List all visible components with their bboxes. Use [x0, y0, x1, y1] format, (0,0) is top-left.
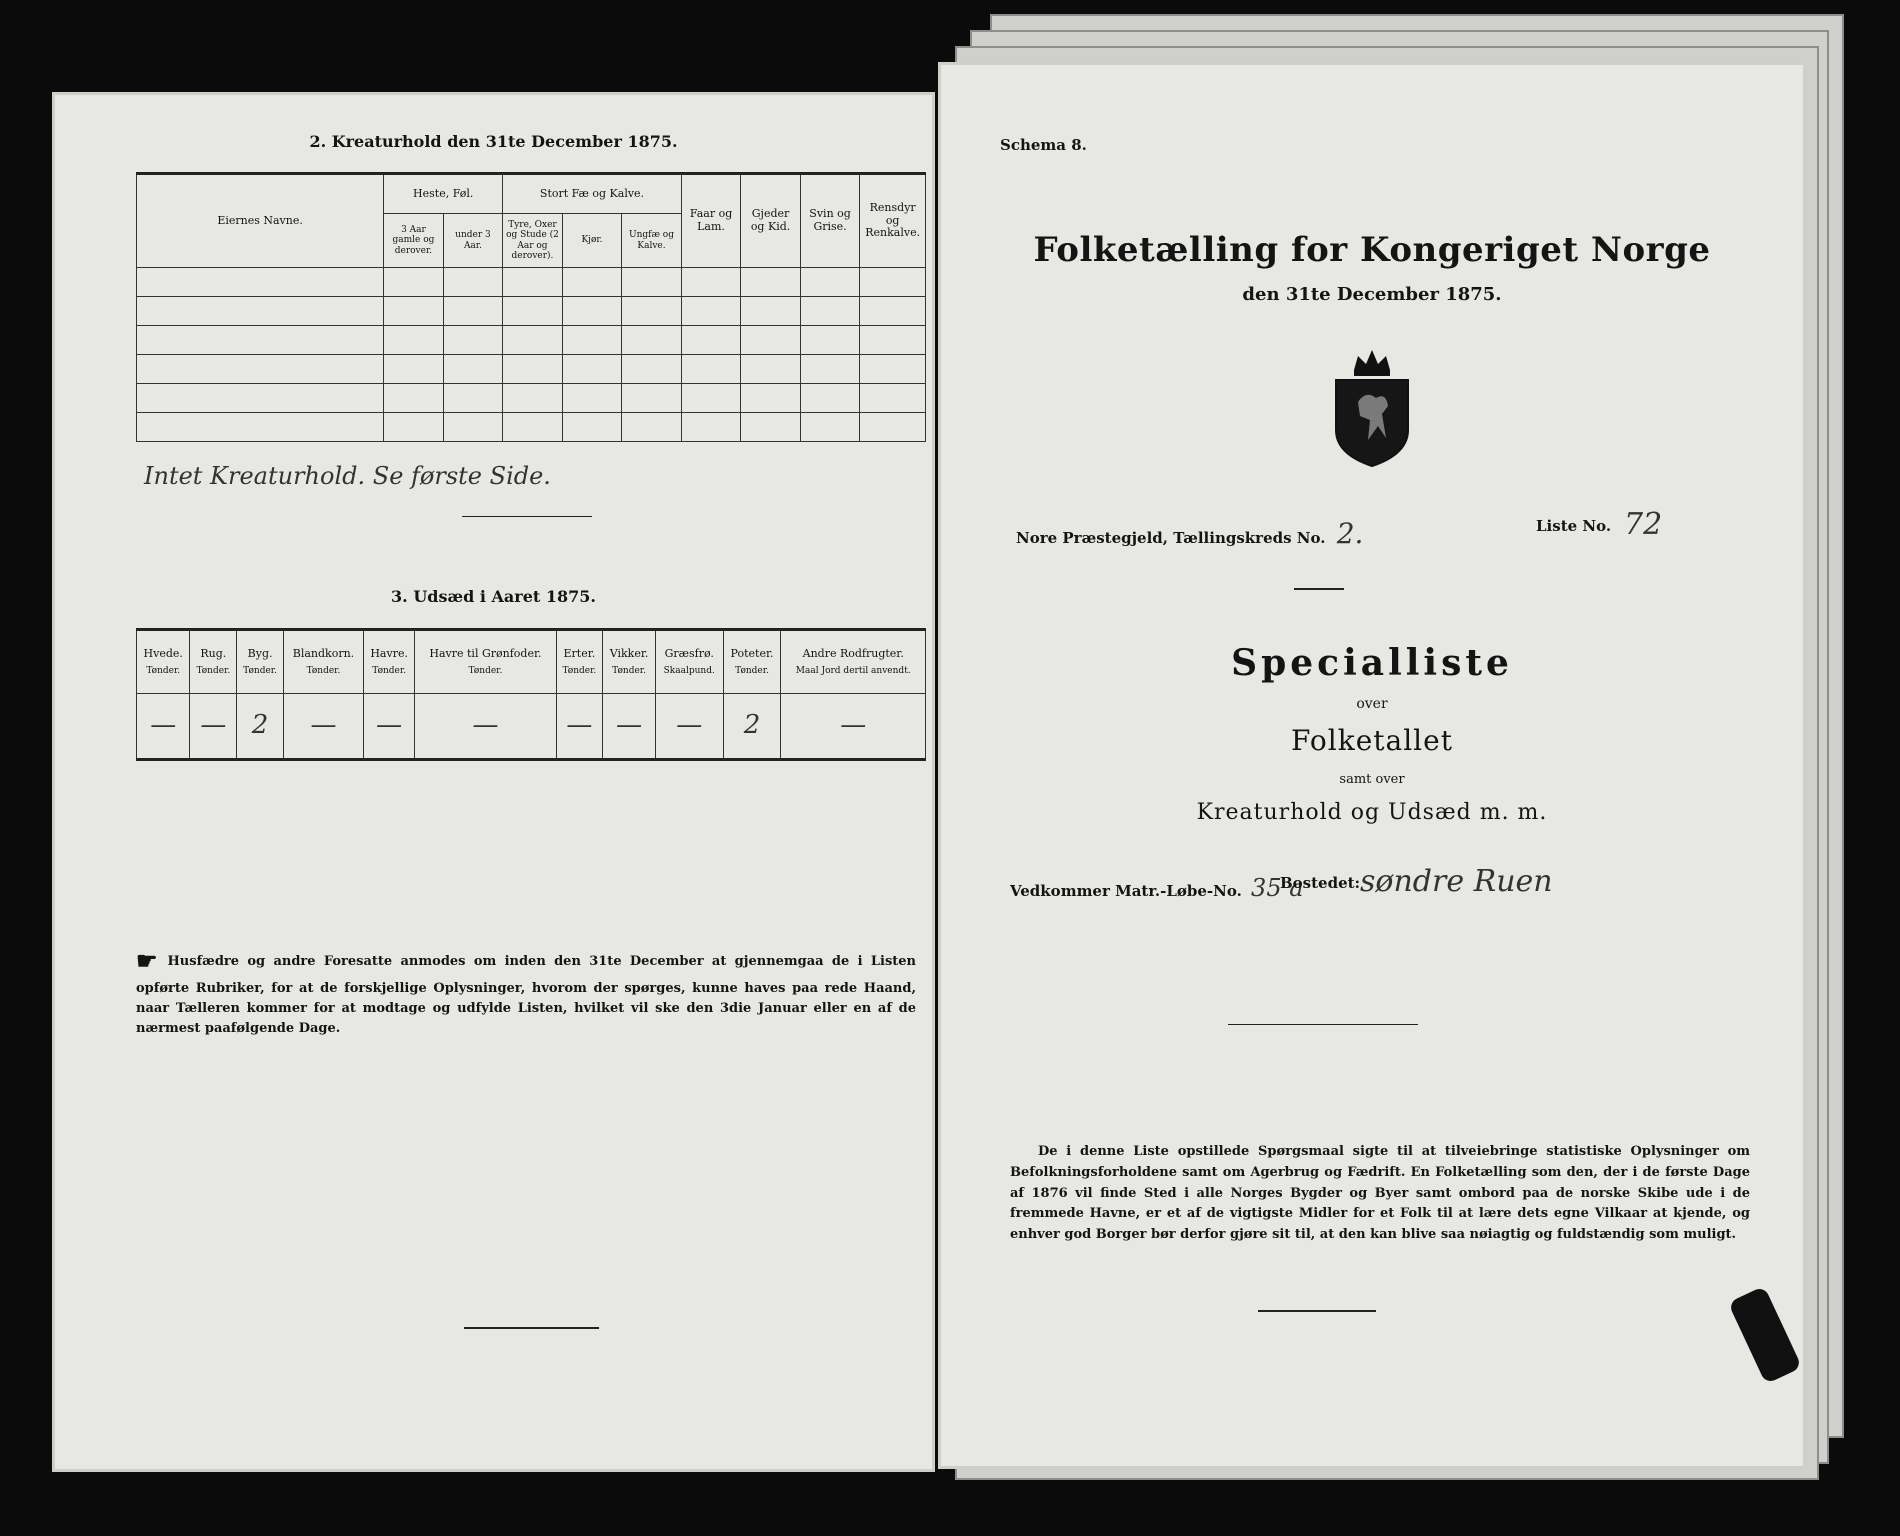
sowing-column-header — [137, 630, 190, 694]
sowing-value: 2 — [237, 694, 284, 760]
divider — [464, 1327, 599, 1329]
matr-value: 35 a — [1251, 874, 1304, 902]
divider — [1228, 1024, 1418, 1025]
heste-sub-header: under 3 Aar. — [443, 214, 503, 268]
table-row — [137, 297, 926, 326]
liste-value: 72 — [1624, 507, 1663, 542]
bostedet-value: søndre Ruen — [1360, 864, 1553, 899]
faar-header: Faar og Lam. — [681, 174, 741, 268]
table-row — [137, 384, 926, 413]
sowing-column-unit: Tønder. — [306, 666, 341, 677]
coat-of-arms-icon — [1324, 342, 1420, 470]
table-row — [137, 355, 926, 384]
prestegjeld-name: Nore — [1016, 529, 1058, 547]
section-3-heading: 3. Udsæd i Aaret 1875. — [391, 587, 596, 606]
sowing-value: — — [655, 694, 723, 760]
table-row — [137, 413, 926, 442]
sowing-column-unit: Tønder. — [562, 666, 597, 677]
bostedet-label: Bostedet: — [1280, 874, 1361, 892]
sowing-column-unit: Tønder. — [612, 666, 646, 677]
sowing-column-header — [723, 630, 781, 694]
divider — [1294, 588, 1344, 590]
sowing-column-unit: Tønder. — [196, 666, 231, 677]
sowing-column-header — [363, 630, 414, 694]
gjeder-header: Gjeder og Kid. — [741, 174, 801, 268]
right-page — [938, 62, 1806, 1469]
tallingskreds-label: Tællingskreds No. — [1173, 529, 1326, 547]
heste-sub-header: 3 Aar gamle og derover. — [384, 214, 444, 268]
sowing-column-name: Blandkorn. — [292, 646, 355, 660]
over-text: over — [1356, 696, 1388, 712]
sowing-column-header — [237, 630, 284, 694]
sowing-column-name: Havre til Grønfoder. — [429, 646, 542, 660]
pointing-hand-icon: ☛ — [136, 946, 158, 975]
left-page — [52, 92, 935, 1472]
stort-sub-header: Tyre, Oxer og Stude (2 Aar og derover). — [503, 214, 563, 268]
notice-text: Husfædre og andre Foresatte anmodes om inden den 31te December at gjennemgaa de i Listen opførte Rubriker, for at de forskjellige Oplysninger, hvorom der spørges, kunne haves paa rede Haand, naar Tælleren kommer for at modtage og udfylde Listen, hvilket vil ske den 3die Januar eller en af de nærmest paafølgende Dage. — [136, 954, 916, 1037]
prestegjeld-label: Præstegjeld, — [1062, 529, 1168, 547]
matr-label: Vedkommer Matr.-Løbe-No. — [1010, 882, 1242, 900]
folketallet-heading: Folketallet — [1291, 724, 1453, 757]
sowing-value: — — [603, 694, 656, 760]
sowing-column-header — [190, 630, 237, 694]
sowing-value: — — [283, 694, 363, 760]
sowing-column-name: Andre Rodfrugter. — [802, 646, 904, 660]
sowing-column-header — [415, 630, 556, 694]
sowing-column-unit: Tønder. — [372, 666, 407, 677]
sowing-column-unit: Tønder. — [146, 666, 181, 677]
sowing-column-header — [556, 630, 603, 694]
sowing-column-name: Erter. — [563, 646, 596, 660]
sowing-column-header — [603, 630, 656, 694]
stort-sub-header: Kjør. — [562, 214, 622, 268]
sowing-column-unit: Tønder. — [243, 666, 277, 677]
sowing-column-header — [655, 630, 723, 694]
heste-header: Heste, Føl. — [384, 174, 503, 214]
specialliste-heading: Specialliste — [1231, 642, 1513, 684]
sowing-column-name: Poteter. — [730, 646, 774, 660]
explanatory-paragraph: De i denne Liste opstillede Spørgsmaal sigte til at tilveiebringe statistiske Oplysninger om Befolkningsforholdene samt om Agerbrug og Fædrift. En Folketælling som den, der i de første Dage af 1876 vil finde Sted i alle Norges Bygder og Byer samt ombord paa de norske Skibe ude i de fremmede Havne, er et af de vigtigste Midler for et Folk til at lære dets egne Vilkaar at kjende, og enhver god Borger bør derfor gjøre sit til, at den kan blive saa nøiagtig og fuldstændig som muligt. — [1010, 1144, 1750, 1243]
sowing-value: — — [415, 694, 556, 760]
sowing-column-name: Græsfrø. — [664, 646, 714, 660]
owner-header: Eiernes Navne. — [137, 174, 384, 268]
sowing-column-name: Byg. — [247, 646, 273, 660]
sowing-column-name: Hvede. — [143, 646, 183, 660]
table-row — [137, 326, 926, 355]
sowing-column-unit: Tønder. — [468, 666, 503, 677]
sowing-column-header — [283, 630, 363, 694]
divider — [462, 516, 592, 517]
stort-fae-header: Stort Fæ og Kalve. — [503, 174, 682, 214]
sowing-table — [136, 628, 926, 761]
livestock-table — [136, 172, 926, 442]
section-2-heading: 2. Kreaturhold den 31te December 1875. — [309, 132, 678, 151]
sowing-value: 2 — [723, 694, 781, 760]
sowing-value: — — [363, 694, 414, 760]
sowing-column-name: Havre. — [370, 646, 408, 660]
sowing-column-unit: Tønder. — [735, 666, 769, 677]
svin-header: Svin og Grise. — [800, 174, 860, 268]
sowing-column-unit: Skaalpund. — [663, 666, 715, 677]
sowing-column-name: Vikker. — [609, 646, 649, 660]
schema-label: Schema 8. — [1000, 136, 1087, 154]
divider — [1258, 1310, 1376, 1312]
rensdyr-header: Rensdyr og Renkalve. — [860, 174, 926, 268]
sowing-column-header — [781, 630, 926, 694]
tallingskreds-value: 2. — [1336, 517, 1364, 550]
table-row — [137, 268, 926, 297]
census-date: den 31te December 1875. — [1242, 284, 1502, 305]
handwritten-note: Intet Kreaturhold. Se første Side. — [144, 462, 551, 490]
census-title: Folketælling for Kongeriget Norge — [1033, 230, 1711, 270]
sowing-value: — — [781, 694, 926, 760]
sowing-value: — — [190, 694, 237, 760]
sowing-column-name: Rug. — [200, 646, 227, 660]
sowing-value: — — [137, 694, 190, 760]
kreaturhold-heading: Kreaturhold og Udsæd m. m. — [1196, 800, 1548, 825]
sowing-value: — — [556, 694, 603, 760]
liste-label: Liste No. — [1536, 517, 1612, 535]
sowing-column-unit: Maal Jord dertil anvendt. — [795, 666, 911, 677]
stort-sub-header: Ungfæ og Kalve. — [622, 214, 682, 268]
samt-over-text: samt over — [1339, 772, 1405, 787]
